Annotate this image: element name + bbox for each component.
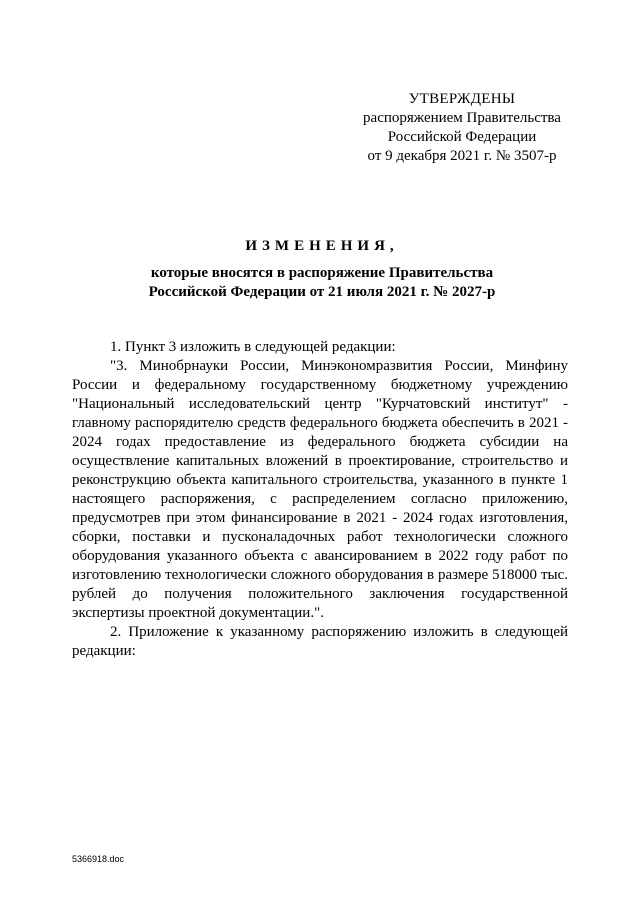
approval-line-3: от 9 декабря 2021 г. № 3507-р (367, 148, 557, 164)
paragraph-1: 1. Пункт 3 изложить в следующей редакции: (110, 339, 396, 355)
approval-block (330, 90, 594, 166)
subtitle-line-2: Российской Федерации от 21 июля 2021 г. № 2027-р (148, 284, 496, 300)
paragraph-2: "3. Минобрнауки России, Минэкономразвития России, Минфину России и федеральному государственному бюджетному учреждению "Национальный исследовательский центр "Курчатовский институт" - главному распорядителю средств федерального бюджета обеспечить в 2021 - 2024 годах предоставление из федерального бюджета субсидии на осуществление капитальных вложений в проектирование, строительство и реконструкцию объекта капитального строительства, указанного в пункте 1 настоящего распоряжения, с распределением согласно приложению, предусмотрев при этом финансирование в 2021 - 2024 годах изготовления, сборки, поставки и пусконаладочных работ технологически сложного оборудования указанного объекта с авансированием в 2022 году работ по изготовлению технологически сложного оборудования в размере 518000 тыс. рублей до получения положительного заключения государственной экспертизы проектной документации.". (72, 358, 568, 621)
document-subtitle (72, 264, 572, 302)
document-file-code: 5366918.doc (72, 854, 125, 864)
document-title: ИЗМЕНЕНИЯ, (245, 238, 399, 254)
subtitle-line-1: которые вносятся в распоряжение Правительства (150, 265, 494, 281)
document-body (72, 338, 568, 661)
approval-heading: УТВЕРЖДЕНЫ (408, 91, 516, 107)
paragraph-3: 2. Приложение к указанному распоряжению изложить в следующей редакции: (72, 624, 568, 659)
approval-line-1: распоряжением Правительства (363, 110, 561, 126)
approval-line-2: Российской Федерации (387, 129, 537, 145)
